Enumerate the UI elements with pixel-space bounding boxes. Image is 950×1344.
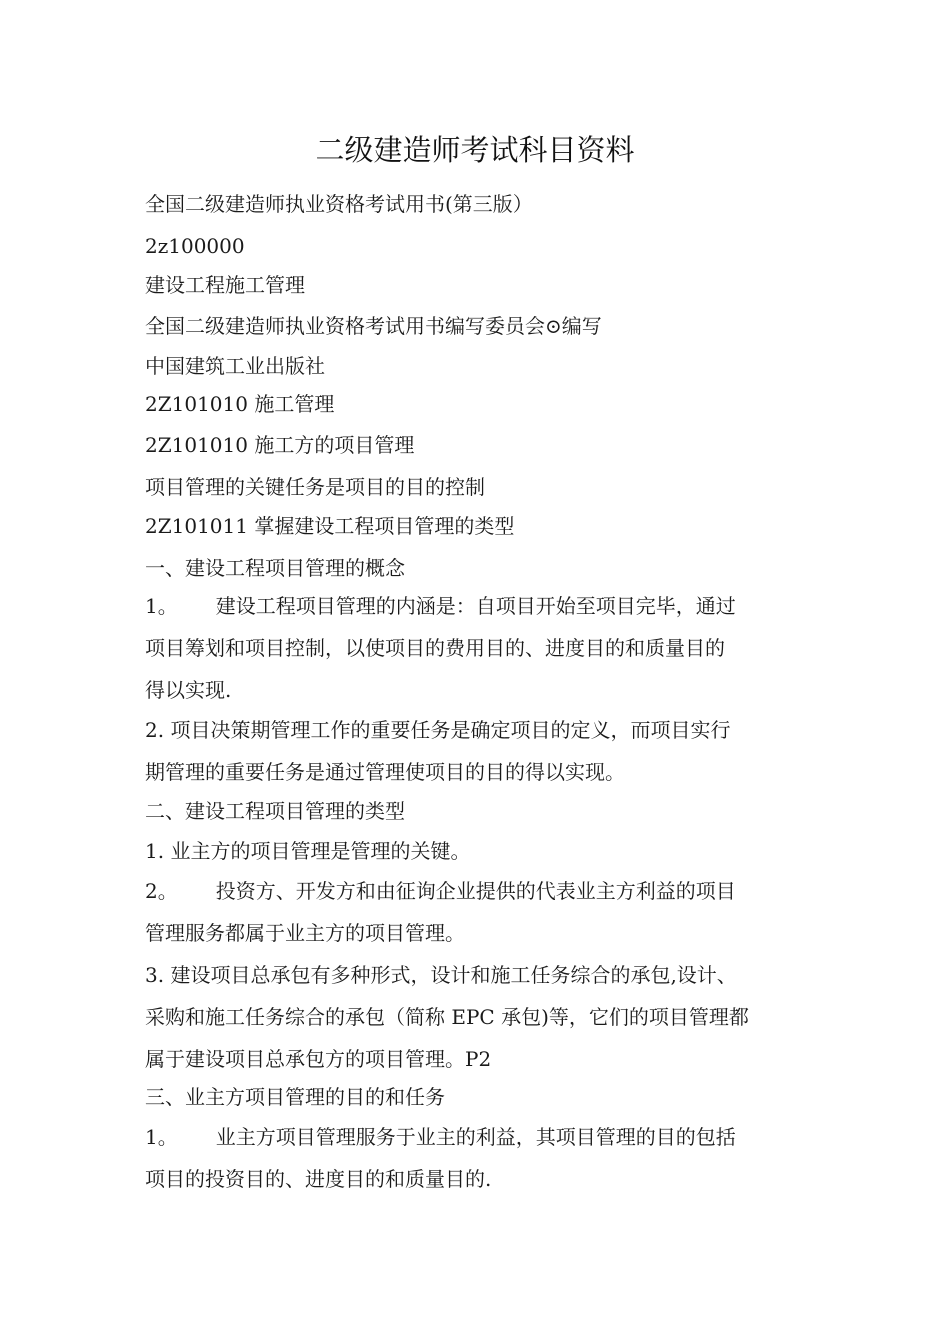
publisher-line: 中国建筑工业出版社: [145, 354, 325, 378]
paragraph-text: 建设工程项目管理的内涵是：自项目开始至项目完毕，通过: [215, 594, 736, 618]
paragraph-2: [145, 709, 815, 793]
paragraph-text: 采购和施工任务综合的承包（简称 EPC 承包)等，它们的项目管理都: [145, 1005, 749, 1029]
paragraph-3: [145, 870, 815, 954]
section-code-line: 2Z101010 施工管理: [145, 392, 335, 416]
section-code-line: 2Z101011 掌握建设工程项目管理的类型: [145, 514, 515, 538]
book-title-line: 全国二级建造师执业资格考试用书(第三版）: [145, 192, 533, 216]
paragraph-text: 2. 项目决策期管理工作的重要任务是确定项目的定义，而项目实行: [145, 718, 731, 742]
key-task-line: 项目管理的关键任务是项目的目的控制: [145, 475, 485, 499]
paragraph-text: 期管理的重要任务是通过管理使项目的目的得以实现。: [145, 760, 625, 784]
paragraph-4: [145, 954, 815, 1080]
editor-line: 全国二级建造师执业资格考试用书编写委员会⊙编写: [145, 314, 602, 338]
section-heading: 三、业主方项目管理的目的和任务: [145, 1085, 445, 1109]
paragraph-text: 得以实现.: [145, 678, 232, 702]
paragraph-text: 项目筹划和项目控制，以使项目的费用目的、进度目的和质量目的: [145, 636, 725, 660]
list-item: 1. 业主方的项目管理是管理的关键。: [145, 839, 471, 863]
book-code-line: 2z100000: [145, 234, 245, 258]
paragraph-text: 投资方、开发方和由征询企业提供的代表业主方利益的项目: [215, 879, 736, 903]
section-code-line: 2Z101010 施工方的项目管理: [145, 433, 415, 457]
section-heading: 一、建设工程项目管理的概念: [145, 556, 405, 580]
paragraph-text: 3. 建设项目总承包有多种形式，设计和施工任务综合的承包,设计、: [145, 963, 737, 987]
paragraph-text: 管理服务都属于业主方的项目管理。: [145, 921, 465, 945]
paragraph-text: 属于建设项目总承包方的项目管理。P2: [145, 1047, 492, 1071]
list-number: 1。: [145, 594, 178, 618]
list-number: 1。: [145, 1125, 178, 1149]
paragraph-text: 项目的投资目的、进度目的和质量目的.: [145, 1167, 492, 1191]
paragraph-5: [145, 1116, 815, 1200]
subject-line: 建设工程施工管理: [145, 273, 305, 297]
section-heading: 二、建设工程项目管理的类型: [145, 799, 405, 823]
paragraph-1: [145, 585, 815, 711]
document-title: 二级建造师考试科目资料: [315, 133, 635, 167]
list-number: 2。: [145, 879, 178, 903]
paragraph-text: 业主方项目管理服务于业主的利益，其项目管理的目的包括: [215, 1125, 736, 1149]
